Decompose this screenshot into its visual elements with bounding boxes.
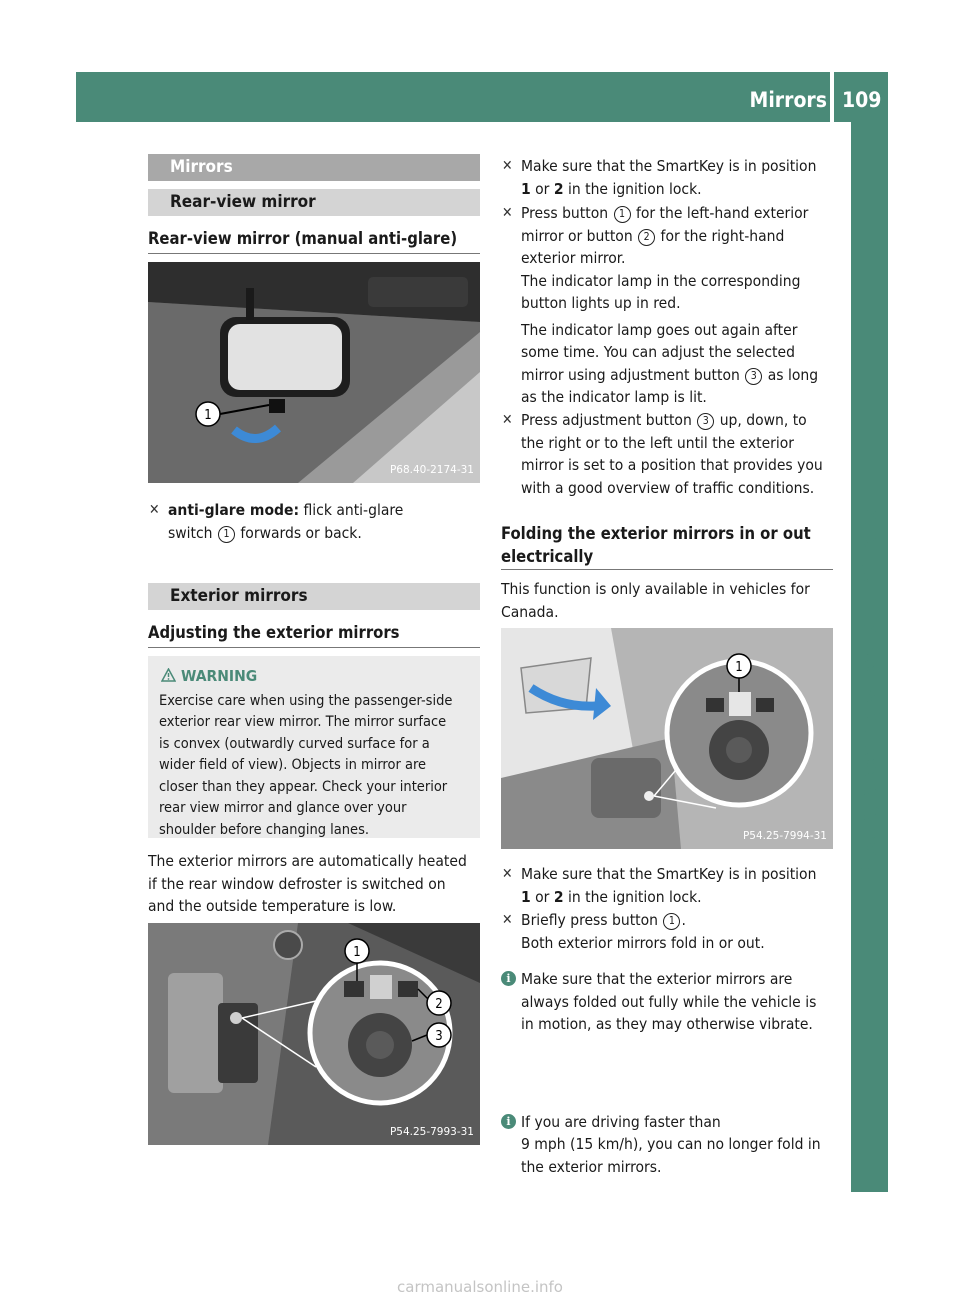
watermark: carmanualsonline.info xyxy=(397,1278,563,1296)
warning-title: WARNING xyxy=(159,666,472,688)
side-tab-label: Seats, steering wheel and mirrors xyxy=(856,508,881,872)
callout-1-icon: 1 xyxy=(663,913,680,930)
heading-rear-view-manual: Rear-view mirror (manual anti-glare) xyxy=(148,228,480,254)
figure-exterior-mirror-controls xyxy=(148,923,480,1145)
figure-code: P54.25-7993-31 xyxy=(389,1125,474,1138)
callout-1-label: 1 xyxy=(204,408,212,423)
callout-2-label: 2 xyxy=(435,997,443,1012)
step-fold-smartkey: ✕ Make sure that the SmartKey is in position 1 or 2 in the ignition lock. xyxy=(502,865,817,906)
step-smartkey-position: ✕ Make sure that the SmartKey is in position 1 or 2 in the ignition lock. xyxy=(502,157,817,198)
callout-3-icon: 3 xyxy=(697,413,714,430)
step-arrow-icon: ✕ xyxy=(502,866,513,882)
figure-rear-view-mirror xyxy=(148,262,480,483)
section-bar-mirrors: Mirrors xyxy=(148,154,480,181)
subsection-bar-rear-view: Rear-view mirror xyxy=(148,189,480,216)
figure-fold-mirrors xyxy=(501,628,833,849)
step-arrow-icon: ✕ xyxy=(502,158,513,174)
header-separator xyxy=(830,72,834,122)
warning-triangle-icon xyxy=(161,668,176,682)
paragraph-canada-only: This function is only available in vehicles for Canada. xyxy=(501,580,810,621)
info-note-folded-out: i Make sure that the exterior mirrors are always folded out fully while the vehicle is in motion, as they may otherwise vibrate. xyxy=(501,968,841,1036)
step-arrow-icon: ✕ xyxy=(502,412,513,428)
callout-2-icon: 2 xyxy=(638,229,655,246)
step-arrow-icon: ✕ xyxy=(502,912,513,928)
fold-mirror-illustration xyxy=(501,628,833,849)
callout-1-icon: 1 xyxy=(218,526,235,543)
callout-1-label: 1 xyxy=(353,945,361,960)
warning-box: WARNING Exercise care when using the passenger-side exterior rear view mirror. The mirror surface is convex (outwardly curved surface for a wider field of view). Objects in mirror are closer than they appear. Check your interior rear view mirror and glance over your shoulder before changing lanes. xyxy=(148,656,480,838)
subsection-bar-exterior: Exterior mirrors xyxy=(148,583,480,610)
rear-view-mirror-illustration xyxy=(148,262,480,483)
step-briefly-press: ✕ Briefly press button 1 . Both exterior mirrors fold in or out. xyxy=(502,911,765,952)
heading-folding-mirrors: Folding the exterior mirrors in or out electrically xyxy=(501,522,833,570)
header-title: Mirrors xyxy=(749,88,827,112)
door-panel-illustration xyxy=(148,923,480,1145)
step-arrow-icon: ✕ xyxy=(149,502,160,518)
figure-code: P68.40-2174-31 xyxy=(389,463,474,476)
paragraph-heated-mirrors: The exterior mirrors are automatically heated if the rear window defroster is switched on and the outside temperature is low. xyxy=(148,852,467,915)
step-arrow-icon: ✕ xyxy=(502,205,513,221)
callout-3-label: 3 xyxy=(435,1029,443,1044)
figure-code: P54.25-7994-31 xyxy=(742,829,827,842)
step-press-adjustment: ✕ Press adjustment button 3 up, down, to the right or to the left until the exterior mirror is set to a position that provides you with a good overview of traffic conditions. xyxy=(502,411,823,497)
page-number: 109 xyxy=(842,88,882,112)
info-note-speed: i If you are driving faster than 9 mph (15 km/h), you can no longer fold in the exterior mirrors. xyxy=(501,1111,841,1179)
callout-3-icon: 3 xyxy=(745,368,762,385)
callout-1-label: 1 xyxy=(735,660,743,675)
callout-1-icon: 1 xyxy=(614,206,631,223)
info-icon: i xyxy=(501,971,516,986)
step-press-button: ✕ Press button 1 for the left-hand exterior mirror or button 2 for the right-hand exterior mirror. The indicator lamp in the corresponding button lights up in red. The indicator lamp goes out again after some time. You can adjust the selected mirror using adjustment button 3 as long as the indicator lamp is lit. xyxy=(502,204,819,406)
info-icon: i xyxy=(501,1114,516,1129)
heading-adjusting-exterior: Adjusting the exterior mirrors xyxy=(148,622,480,648)
step-anti-glare: ✕ anti-glare mode: flick anti-glare switch 1 forwards or back. xyxy=(149,501,404,542)
